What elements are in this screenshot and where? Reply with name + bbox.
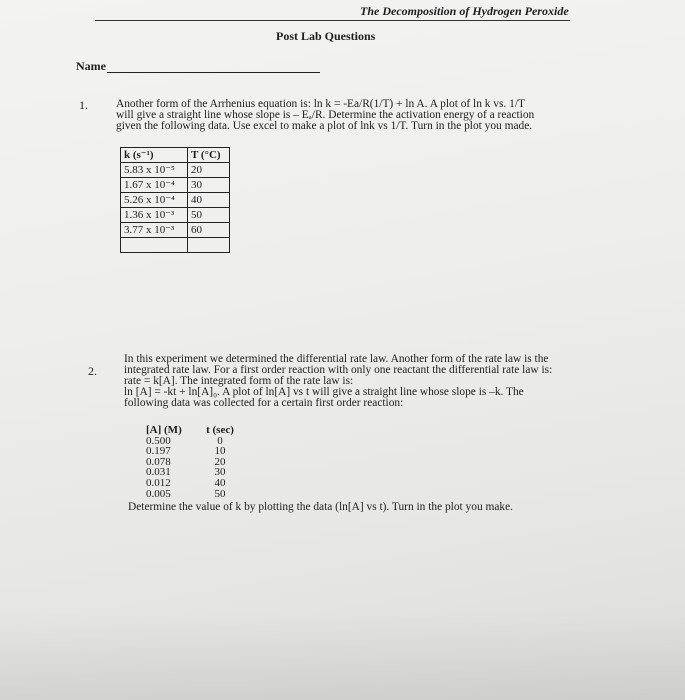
table-cell: 5.26 x 10⁻⁴ [121, 193, 188, 208]
name-blank-line [107, 72, 320, 73]
question-2-line: In this experiment we determined the differential rate law. Another form of the rate law is the [124, 353, 549, 365]
table-row [121, 208, 230, 223]
table-row [121, 178, 230, 193]
rate-constant-table [120, 147, 230, 253]
table-cell: 1.67 x 10⁻⁴ [121, 178, 188, 193]
question-1-number: 1. [79, 98, 88, 112]
page-shadow [0, 610, 685, 700]
question-2-number: 2. [88, 364, 97, 378]
table-cell: 20 [188, 163, 230, 178]
table-cell [188, 238, 230, 253]
table-row [121, 223, 230, 238]
column-header-concentration: [A] (M) [146, 424, 182, 436]
data-cell: 40 [214, 476, 226, 489]
column-header-t: T (°C) [188, 148, 230, 163]
column-header-time: t (sec) [206, 424, 234, 436]
section-title: Post Lab Questions [276, 29, 376, 43]
table-cell: 5.83 x 10⁻⁵ [121, 163, 188, 178]
data-row [146, 478, 234, 489]
table-cell: 60 [188, 223, 230, 238]
table-cell: 3.77 x 10⁻³ [121, 223, 188, 238]
data-cell: 50 [214, 487, 226, 500]
question-2-closing [128, 502, 513, 513]
data-header-row [146, 425, 234, 436]
table-cell: 50 [188, 208, 230, 223]
data-cell: 0.197 [146, 445, 171, 458]
data-cell: 10 [214, 445, 226, 458]
question-2-closing-line: Determine the value of k by plotting the data (ln[A] vs t). Turn in the plot you make. [128, 501, 513, 513]
question-2-text [124, 354, 552, 409]
data-cell: 20 [214, 455, 226, 468]
header-rule [95, 20, 570, 21]
data-cell: 0 [217, 434, 223, 447]
table-cell [121, 238, 188, 253]
document-title: The Decomposition of Hydrogen Peroxide [360, 4, 569, 18]
data-cell: 0.078 [146, 455, 171, 468]
question-1-line: given the following data. Use excel to make a plot of lnk vs 1/T. Turn in the plot you made. [116, 120, 533, 132]
question-1-text [116, 99, 534, 132]
table-cell: 1.36 x 10⁻³ [121, 208, 188, 223]
data-cell: 0.500 [146, 434, 171, 447]
table-row [121, 193, 230, 208]
name-label: Name [76, 59, 106, 73]
question-1-line: Another form of the Arrhenius equation is: ln k = -Ea/R(1/T) + ln A. A plot of ln k vs. 1/T [116, 98, 525, 110]
data-cell: 0.012 [146, 476, 171, 489]
question-2-line: ln [A] = -kt + ln[A]₀. A plot of ln[A] vs t will give a straight line whose slope is –k. The [124, 386, 524, 398]
data-row [146, 489, 234, 500]
table-row [121, 163, 230, 178]
data-cell: 0.005 [146, 487, 171, 500]
data-cell: 0.031 [146, 466, 171, 479]
question-1-line: will give a straight line whose slope is – Eₐ/R. Determine the activation energy of a reaction [116, 109, 535, 121]
column-header-k: k (s⁻¹) [121, 148, 188, 163]
data-cell: 30 [214, 466, 226, 479]
table-cell: 40 [188, 193, 230, 208]
question-2-line: integrated rate law. For a first order reaction with only one reactant the differential rate law is: [124, 364, 553, 376]
question-2-line: following data was collected for a certain first order reaction: [124, 397, 404, 409]
question-2-line: rate = k[A]. The integrated form of the rate law is: [124, 375, 354, 387]
table-header-row [121, 148, 230, 163]
table-row [121, 238, 230, 253]
table-cell: 30 [188, 178, 230, 193]
concentration-time-data [146, 425, 234, 499]
